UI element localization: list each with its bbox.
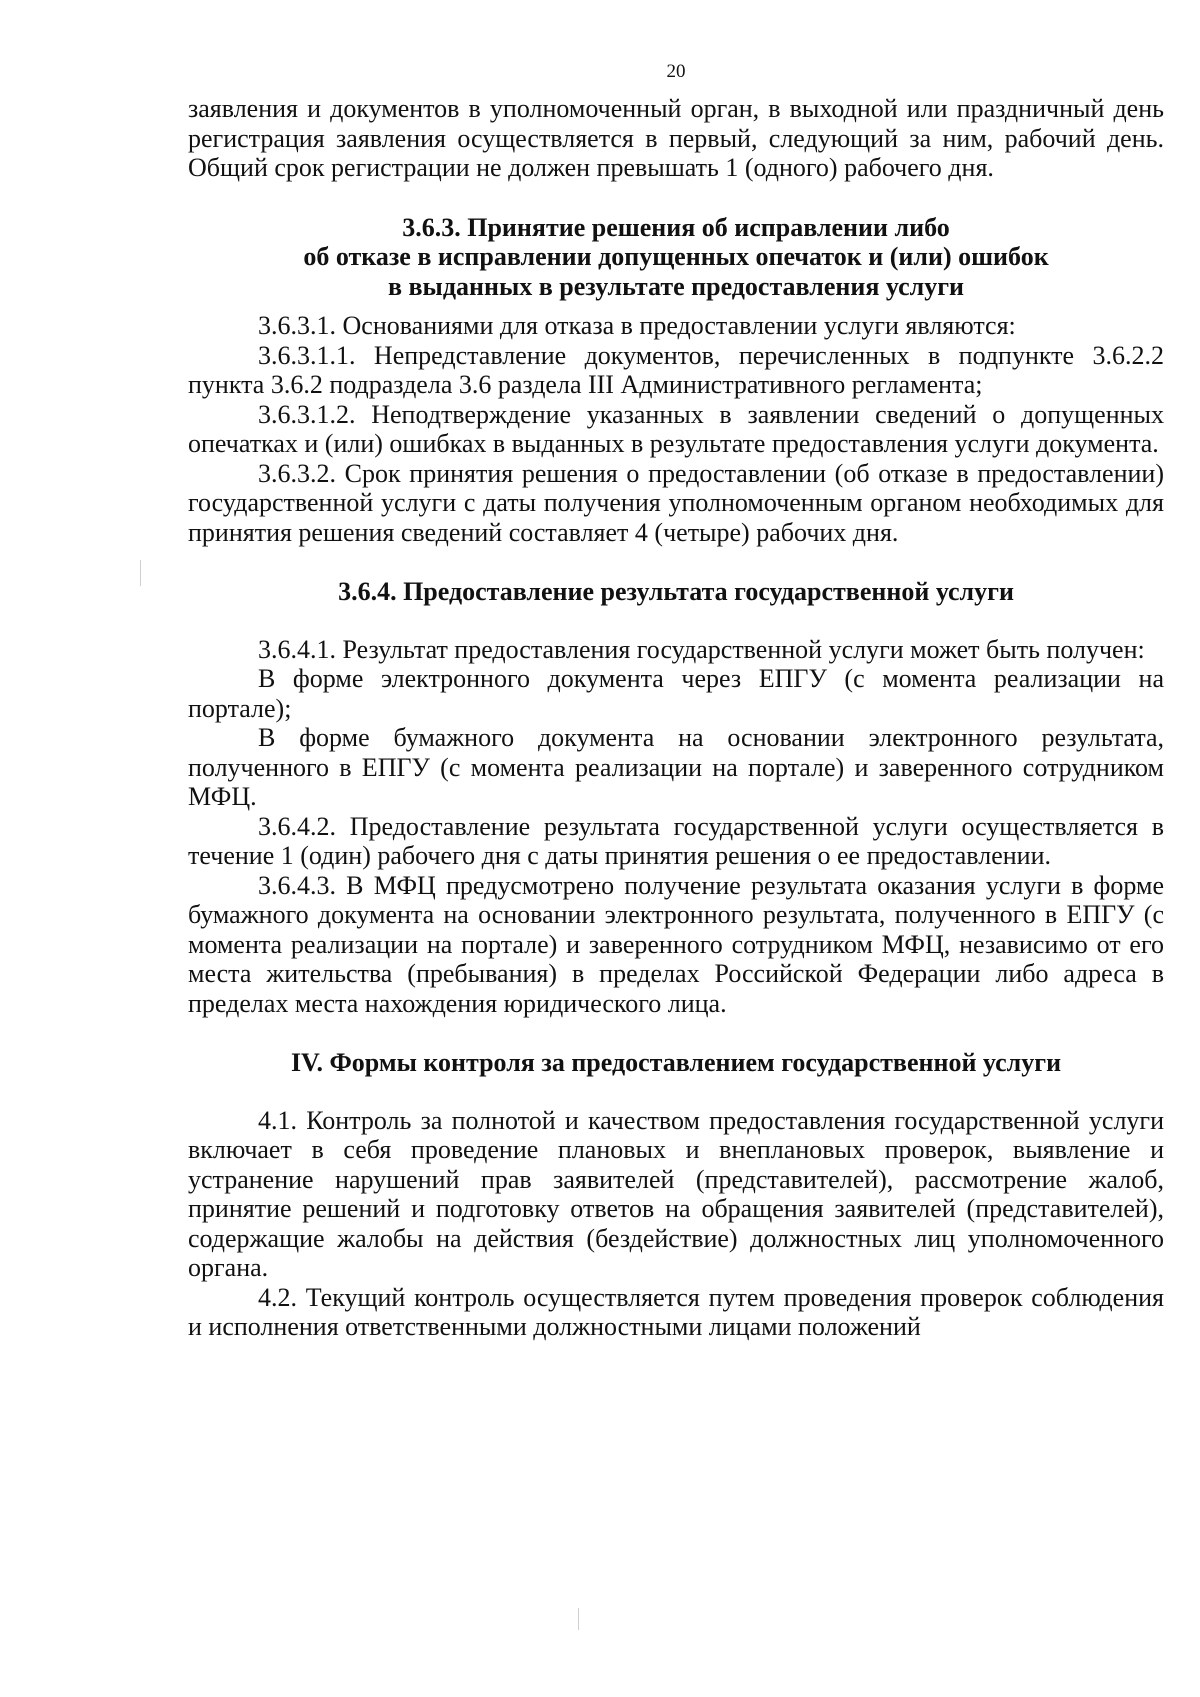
section-heading-3-6-4: 3.6.4. Предоставление результата государственной услуги: [338, 577, 1014, 606]
paragraph: 3.6.4.1. Результат предоставления государственной услуги может быть получен:: [258, 634, 1145, 664]
paragraph: 3.6.4.2. Предоставление результата государственной услуги осуществляется в течение 1 (один) рабочего дня с даты принятия решения о ее предоставлении.: [188, 811, 1164, 870]
heading-line: 3.6.3. Принятие решения об исправлении либо: [402, 212, 950, 242]
paragraph: 4.1. Контроль за полнотой и качеством предоставления государственной услуги включает в себя проведение плановых и внеплановых проверок, выявление и устранение нарушений прав заявителей (представителей), рассмотрение жалоб, принятие решений и подготовку ответов на обращения заявителей (представителей), содержащие жалобы на действия (бездействие) должностных лиц уполномоченного органа.: [188, 1105, 1164, 1282]
section-heading-iv: IV. Формы контроля за предоставлением государственной услуги: [290, 1048, 1062, 1077]
paragraph: В форме электронного документа через ЕПГУ (с момента реализации на портале);: [188, 664, 1164, 723]
paragraph: 3.6.3.1.1. Непредставление документов, перечисленных в подпункте 3.6.2.2 пункта 3.6.2 подраздела 3.6 раздела III Административного регламента;: [188, 340, 1164, 399]
paragraph: 3.6.3.2. Срок принятия решения о предоставлении (об отказе в предоставлении) государственной услуги с даты получения уполномоченным органом необходимых для принятия решения сведений составляет 4 (четыре) рабочих дня.: [188, 458, 1164, 547]
paragraph: 4.2. Текущий контроль осуществляется путем проведения проверок соблюдения и исполнения ответственными должностными лицами положений: [188, 1282, 1164, 1341]
paragraph: 3.6.3.1.2. Неподтверждение указанных в заявлении сведений о допущенных опечатках и (или) ошибках в выданных в результате предоставления услуги документа.: [188, 399, 1164, 458]
paragraph: 3.6.3.1. Основаниями для отказа в предоставлении услуги являются:: [258, 311, 1016, 340]
heading-line: об отказе в исправлении допущенных опечаток и (или) ошибок: [303, 242, 1049, 271]
paragraph: 3.6.4.3. В МФЦ предусмотрено получение результата оказания услуги в форме бумажного документа на основании электронного результата, полученного в ЕПГУ (с момента реализации на портале) и заверенного сотрудником МФЦ, независимо от его места жительства (пребывания) в пределах Российской Федерации либо адреса в пределах места нахождения юридического лица.: [188, 870, 1164, 1018]
section-heading-3-6-3: [188, 213, 1164, 302]
document-page: [188, 60, 1164, 1342]
heading-line: в выданных в результате предоставления услуги: [387, 271, 965, 301]
page-number: 20: [666, 61, 686, 82]
scan-edge-mark: [140, 560, 141, 586]
paragraph: заявления и документов в уполномоченный орган, в выходной или праздничный день регистрация заявления осуществляется в первый, следующий за ним, рабочий день. Общий срок регистрации не должен превышать 1 (одного) рабочего дня.: [188, 94, 1164, 182]
paragraph: В форме бумажного документа на основании электронного результата, полученного в ЕПГУ (с момента реализации на портале) и заверенного сотрудником МФЦ.: [188, 723, 1164, 811]
scan-edge-mark: [578, 1608, 579, 1630]
